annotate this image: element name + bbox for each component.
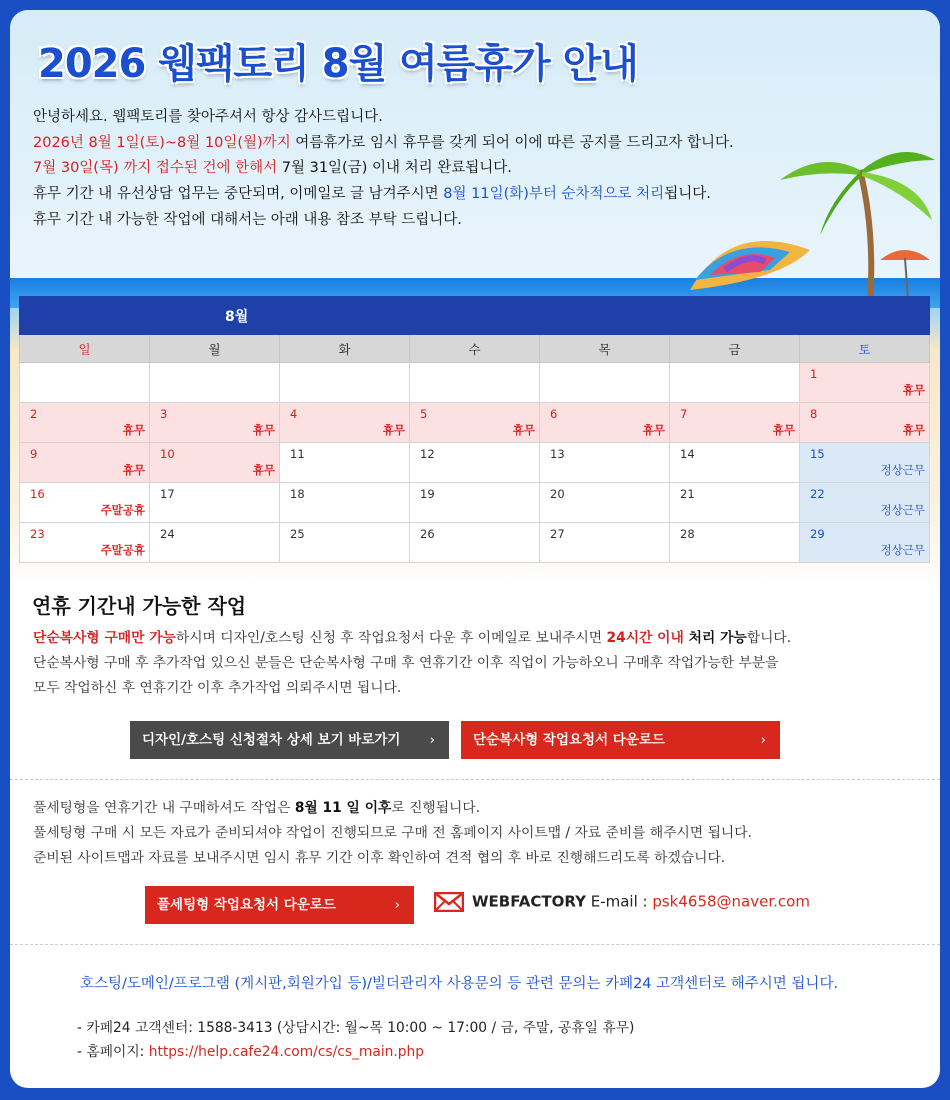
email-contact [434, 892, 810, 912]
cafe24-homepage-link[interactable]: https://help.cafe24.com/cs/cs_main.php [148, 1044, 425, 1060]
day-status: 휴무 [642, 423, 665, 437]
day-number: 18 [290, 487, 305, 501]
email-label: E-mail : [585, 892, 653, 911]
day-status: 휴무 [902, 423, 925, 437]
calendar-day-cell [800, 403, 930, 443]
simple-copy-request-download-button[interactable] [461, 721, 780, 759]
day-number: 26 [420, 527, 435, 541]
homepage-label: - 홈페이지: [77, 1044, 149, 1060]
august-calendar [19, 296, 930, 563]
day-status: 휴무 [122, 463, 145, 477]
day-number: 11 [290, 447, 305, 461]
calendar-day-cell [540, 443, 670, 483]
calendar-day-cell [20, 443, 150, 483]
day-number: 21 [680, 487, 695, 501]
section-title: 연휴 기간내 가능한 작업 [32, 594, 247, 618]
weekday-header: 토 [800, 335, 930, 363]
weekday-header: 월 [150, 335, 280, 363]
brand-name: WEBFACTORY [472, 892, 586, 911]
day-number: 2 [30, 407, 38, 421]
day-status: 휴무 [902, 383, 925, 397]
fullsetting-q1-post: 로 진행됩니다. [391, 800, 481, 816]
chevron-right-icon: › [394, 897, 400, 913]
calendar-day-cell [280, 363, 410, 403]
day-status: 정상근무 [880, 463, 925, 477]
intro-line-2 [33, 131, 853, 157]
intro-line-4-highlight: 8월 11일(화)부터 순차적으로 처리 [443, 186, 665, 203]
day-status: 휴무 [512, 423, 535, 437]
calendar-day-cell [280, 443, 410, 483]
weekday-header: 수 [410, 335, 540, 363]
calendar-day-cell [150, 523, 280, 563]
day-number: 14 [680, 447, 695, 461]
weekday-header: 금 [670, 335, 800, 363]
calendar-day-cell [150, 443, 280, 483]
day-number: 10 [160, 447, 175, 461]
intro-line-2-rest: 여름휴가로 임시 휴무를 갖게 되어 이에 따른 공지를 드리고자 합니다. [290, 134, 734, 151]
email-address[interactable]: psk4658@naver.com [652, 892, 810, 911]
intro-line-4-post: 됩니다. [664, 186, 711, 203]
weekday-header: 화 [280, 335, 410, 363]
day-number: 4 [290, 407, 298, 421]
section-p1-end: 합니다. [746, 630, 792, 646]
day-number: 16 [30, 487, 45, 501]
day-number: 25 [290, 527, 305, 541]
simple-copy-request-download-label: 단순복사형 작업요청서 다운로드 [473, 732, 665, 748]
fullsetting-paragraph-2: 풀세팅형 구매 시 모든 자료가 준비되셔야 작업이 진행되므로 구매 전 홈페이지 사이트맵 / 자료 준비를 해주시면 됩니다. [33, 825, 752, 841]
calendar-day-cell [410, 523, 540, 563]
intro-line-4 [33, 182, 853, 208]
chevron-right-icon: › [760, 732, 766, 748]
calendar-day-cell [670, 363, 800, 403]
calendar-day-cell [540, 523, 670, 563]
design-hosting-procedure-button[interactable] [130, 721, 449, 759]
day-number: 20 [550, 487, 565, 501]
calendar-week-row [20, 523, 930, 563]
intro-line-4-pre: 휴무 기간 내 유선상담 업무는 중단되며, 이메일로 글 남겨주시면 [33, 186, 444, 203]
intro-text [33, 105, 853, 234]
calendar-weekday-row [20, 335, 930, 363]
day-status: 정상근무 [880, 503, 925, 517]
calendar-day-cell [20, 403, 150, 443]
fullsetting-paragraph-3: 준비된 사이트맵과 자료를 보내주시면 임시 휴무 기간 이후 확인하여 견적 협의 후 바로 진행해드리도록 하겠습니다. [33, 850, 726, 866]
section-bold: 처리 가능 [683, 630, 747, 646]
calendar-day-cell [150, 483, 280, 523]
page-title: 2026 웹팩토리 8월 여름휴가 안내 [38, 41, 638, 87]
day-status: 휴무 [252, 463, 275, 477]
day-status: 휴무 [772, 423, 795, 437]
cafe24-support-line: - 카페24 고객센터: 1588-3413 (상담시간: 월~목 10:00 ~ 17:00 / 금, 주말, 공휴일 휴무) [77, 1020, 635, 1036]
day-number: 13 [550, 447, 565, 461]
calendar-body [20, 363, 930, 563]
section-paragraph-3: 모두 작업하신 후 연휴기간 이후 추가작업 의뢰주시면 됩니다. [33, 680, 402, 696]
day-number: 17 [160, 487, 175, 501]
day-status: 휴무 [122, 423, 145, 437]
section-highlight-2: 24시간 이내 [606, 630, 684, 646]
fullsetting-paragraph-1 [33, 796, 480, 821]
day-status: 주말공휴 [100, 543, 145, 557]
section-paragraph-1 [33, 626, 791, 651]
day-status: 휴무 [252, 423, 275, 437]
calendar-week-row [20, 443, 930, 483]
cafe24-inquiry-notice: 호스팅/도메인/프로그램 (게시판,회원가입 등)/빌더관리자 사용문의 등 관련 문의는 카페24 고객센터로 해주시면 됩니다. [80, 976, 839, 992]
day-status: 휴무 [382, 423, 405, 437]
calendar-week-row [20, 483, 930, 523]
intro-line-3 [33, 156, 853, 182]
day-number: 24 [160, 527, 175, 541]
calendar-day-cell [670, 443, 800, 483]
day-number: 12 [420, 447, 435, 461]
calendar-day-cell [670, 523, 800, 563]
calendar-day-cell [800, 363, 930, 403]
day-status: 정상근무 [880, 543, 925, 557]
section-paragraph-2: 단순복사형 구매 후 추가작업 있으신 분들은 단순복사형 구매 후 연휴기간 이후 직업이 가능하오니 구매후 작업가능한 부분을 [33, 655, 779, 671]
calendar-day-cell [280, 523, 410, 563]
calendar-day-cell [410, 443, 540, 483]
day-number: 6 [550, 407, 558, 421]
calendar-day-cell [20, 523, 150, 563]
divider [10, 779, 940, 780]
calendar-day-cell [280, 483, 410, 523]
section-p1-mid: 하시며 디자인/호스팅 신청 후 작업요청서 다운 후 이메일로 보내주시면 [175, 630, 607, 646]
day-number: 5 [420, 407, 428, 421]
divider [10, 944, 940, 945]
day-number: 28 [680, 527, 695, 541]
chevron-right-icon: › [429, 732, 435, 748]
calendar-day-cell [800, 523, 930, 563]
intro-line-1: 안녕하세요. 웹팩토리를 찾아주셔서 항상 감사드립니다. [33, 109, 383, 125]
intro-line-3-highlight: 7월 30일(목) 까지 접수된 건에 한해서 [33, 160, 278, 177]
fullsetting-request-download-label: 풀세팅형 작업요청서 다운로드 [157, 897, 336, 913]
calendar-month-header [20, 297, 930, 335]
calendar-day-cell [410, 483, 540, 523]
calendar-day-cell [410, 363, 540, 403]
calendar-day-cell [800, 483, 930, 523]
calendar-day-cell [670, 483, 800, 523]
calendar-month-label: 8월 [20, 297, 930, 335]
fullsetting-request-download-button[interactable] [145, 886, 414, 924]
day-number: 7 [680, 407, 688, 421]
day-number: 1 [810, 367, 818, 381]
day-number: 23 [30, 527, 45, 541]
day-number: 8 [810, 407, 818, 421]
day-number: 9 [30, 447, 38, 461]
calendar-day-cell [280, 403, 410, 443]
weekday-header: 일 [20, 335, 150, 363]
design-hosting-procedure-label: 디자인/호스팅 신청절차 상세 보기 바로가기 [142, 732, 401, 748]
calendar-week-row [20, 403, 930, 443]
fullsetting-q1-pre: 풀세팅형을 연휴기간 내 구매하셔도 작업은 [33, 800, 295, 816]
day-number: 27 [550, 527, 565, 541]
notice-card [10, 10, 940, 1088]
day-status: 주말공휴 [100, 503, 145, 517]
envelope-icon [434, 892, 464, 912]
day-number: 3 [160, 407, 168, 421]
cafe24-homepage-line [77, 1040, 424, 1060]
intro-line-3-rest: 7월 31일(금) 이내 처리 완료됩니다. [277, 160, 512, 177]
section-highlight-1: 단순복사형 구매만 가능 [33, 630, 176, 646]
intro-line-5: 휴무 기간 내 가능한 작업에 대해서는 아래 내용 참조 부탁 드립니다. [33, 211, 462, 228]
day-number: 15 [810, 447, 825, 461]
calendar-day-cell [800, 443, 930, 483]
calendar-day-cell [150, 363, 280, 403]
weekday-header: 목 [540, 335, 670, 363]
day-number: 22 [810, 487, 825, 501]
calendar-day-cell [540, 363, 670, 403]
intro-line-2-highlight: 2026년 8월 1일(토)~8월 10일(월)까지 [33, 134, 291, 151]
day-number: 29 [810, 527, 825, 541]
calendar-week-row [20, 363, 930, 403]
calendar-day-cell [410, 403, 540, 443]
day-number: 19 [420, 487, 435, 501]
fullsetting-q1-bold: 8월 11 일 이후 [294, 800, 392, 816]
calendar-day-cell [670, 403, 800, 443]
calendar-day-cell [20, 483, 150, 523]
calendar-day-cell [540, 483, 670, 523]
calendar-day-cell [150, 403, 280, 443]
calendar-day-cell [20, 363, 150, 403]
calendar-day-cell [540, 403, 670, 443]
